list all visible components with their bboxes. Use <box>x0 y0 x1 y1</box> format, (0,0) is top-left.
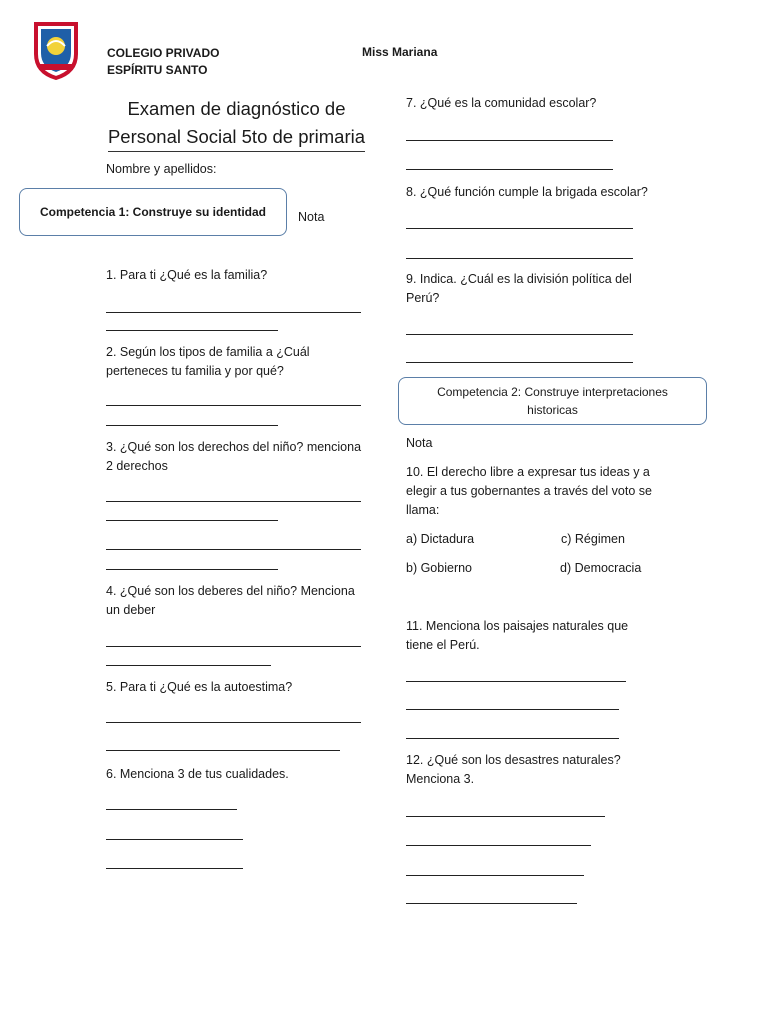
left-col-answer-line <box>106 405 361 406</box>
q10-line3: llama: <box>406 503 440 517</box>
q10 <box>406 463 652 520</box>
q12-line2: Menciona 3. <box>406 772 475 786</box>
left-col-answer-line <box>106 665 271 666</box>
q10-option-c: c) Régimen <box>561 532 625 546</box>
left-col-answer-line <box>106 722 361 723</box>
competencia-1-box <box>19 188 287 236</box>
left-col-answer-line <box>106 501 361 502</box>
right-col-answer-line <box>406 681 626 682</box>
q10-option-d: d) Democracia <box>560 561 642 575</box>
right-col-answer-line <box>406 140 613 141</box>
right-col-answer-line <box>406 334 633 335</box>
school-name <box>107 45 219 79</box>
competencia-2-label-line2: historicas <box>527 403 578 417</box>
left-col-answer-line <box>106 809 237 810</box>
q9-line1: 9. Indica. ¿Cuál es la división política del <box>406 272 632 286</box>
left-col-answer-line <box>106 425 278 426</box>
q10-line2: elegir a tus gobernantes a través del voto se <box>406 484 652 498</box>
nota-1-label: Nota <box>298 210 325 224</box>
nota-2-label: Nota <box>406 436 433 450</box>
left-col-answer-line <box>106 549 361 550</box>
q3-line2: 2 derechos <box>106 459 168 473</box>
q3 <box>106 438 361 476</box>
right-col-answer-line <box>406 362 633 363</box>
q4-line2: un deber <box>106 603 156 617</box>
q11-line2: tiene el Perú. <box>406 638 480 652</box>
q12-line1: 12. ¿Qué son los desastres naturales? <box>406 753 621 767</box>
left-col-answer-line <box>106 839 243 840</box>
left-col-answer-line <box>106 750 340 751</box>
left-col-answer-line <box>106 330 278 331</box>
q5: 5. Para ti ¿Qué es la autoestima? <box>106 680 293 694</box>
q11 <box>406 617 628 655</box>
q9-line2: Perú? <box>406 291 440 305</box>
q6: 6. Menciona 3 de tus cualidades. <box>106 767 289 781</box>
exam-title-line1: Examen de diagnóstico de <box>127 98 346 119</box>
q3-line1: 3. ¿Qué son los derechos del niño? menciona <box>106 440 362 454</box>
competencia-2-box <box>398 377 707 425</box>
name-label: Nombre y apellidos: <box>106 162 217 176</box>
q10-option-b: b) Gobierno <box>406 561 473 575</box>
left-col-answer-line <box>106 868 243 869</box>
left-col-answer-line <box>106 646 361 647</box>
q4-line1: 4. ¿Qué son los deberes del niño? Menciona <box>106 584 355 598</box>
q9 <box>406 270 632 308</box>
school-name-line2: ESPÍRITU SANTO <box>107 63 208 77</box>
right-col-answer-line <box>406 258 633 259</box>
left-col-answer-line <box>106 312 361 313</box>
teacher-name: Miss Mariana <box>362 45 438 59</box>
right-col-answer-line <box>406 816 605 817</box>
q2 <box>106 343 310 381</box>
right-col-answer-line <box>406 709 619 710</box>
school-shield-logo <box>33 20 79 80</box>
right-col-answer-line <box>406 738 619 739</box>
competencia-2-label-line1: Competencia 2: Construye interpretaciones <box>437 385 668 399</box>
school-name-line1: COLEGIO PRIVADO <box>107 46 220 60</box>
right-col-answer-line <box>406 903 577 904</box>
exam-title-line2: Personal Social 5to de primaria <box>108 123 365 152</box>
right-col-answer-line <box>406 875 584 876</box>
exam-title <box>104 95 369 152</box>
q4 <box>106 582 355 620</box>
q8: 8. ¿Qué función cumple la brigada escolar? <box>406 185 648 199</box>
left-col-answer-line <box>106 520 278 521</box>
q2-line1: 2. Según los tipos de familia a ¿Cuál <box>106 345 310 359</box>
q10-option-a: a) Dictadura <box>406 532 475 546</box>
q10-line1: 10. El derecho libre a expresar tus ideas y a <box>406 465 650 479</box>
right-col-answer-line <box>406 228 633 229</box>
competencia-1-label: Competencia 1: Construye su identidad <box>39 205 267 219</box>
q7: 7. ¿Qué es la comunidad escolar? <box>406 96 597 110</box>
right-col-answer-line <box>406 169 613 170</box>
q1: 1. Para ti ¿Qué es la familia? <box>106 268 268 282</box>
left-col-answer-line <box>106 569 278 570</box>
q12 <box>406 751 621 789</box>
right-col-answer-line <box>406 845 591 846</box>
q11-line1: 11. Menciona los paisajes naturales que <box>406 619 629 633</box>
q2-line2: perteneces tu familia y por qué? <box>106 364 284 378</box>
